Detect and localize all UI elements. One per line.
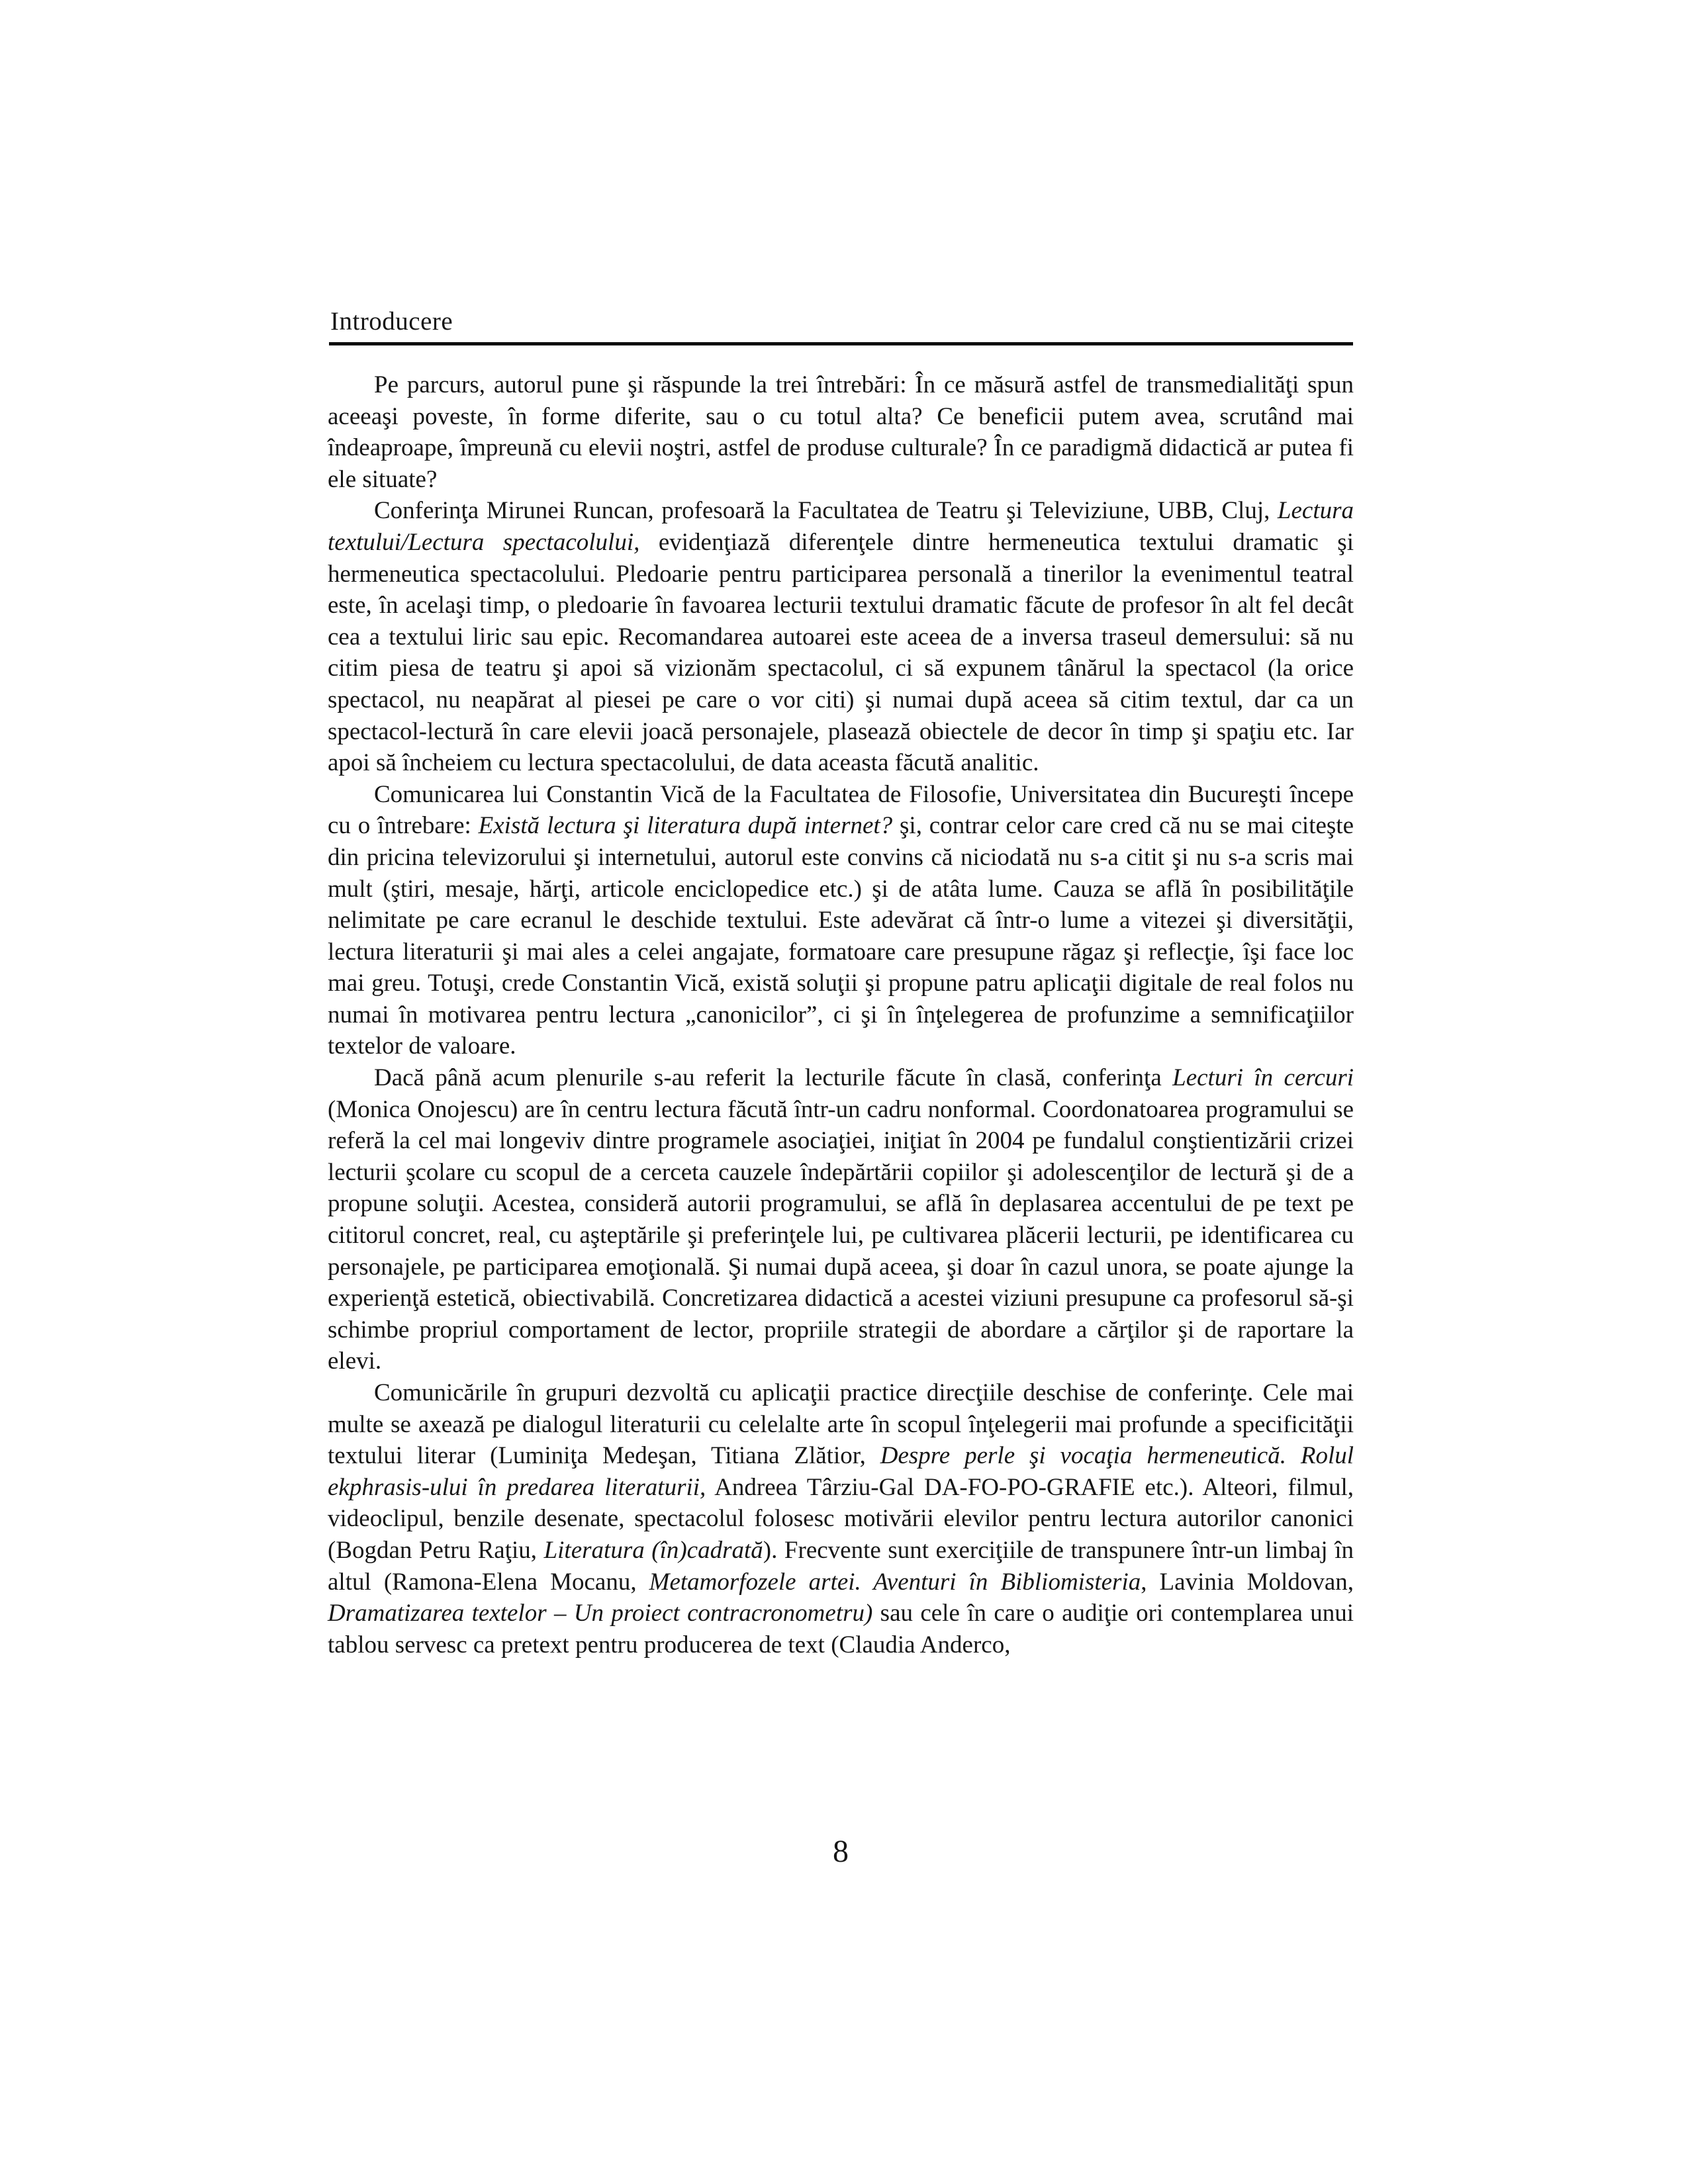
text-run: Dacă până acum plenurile s-au referit la lecturile făcute în clasă, conferinţa <box>374 1064 1173 1092</box>
paragraph <box>328 369 1354 495</box>
page-number: 8 <box>833 1834 849 1869</box>
running-header: Introducere <box>330 307 453 336</box>
italic-title-run: Despre perle şi vocaţia hermeneutică. Rolul ekphrasis-ului în predarea literaturii, <box>328 1442 1354 1501</box>
text-run: ). Frecvente sunt exerciţiile de transpunere într-un limbaj în altul (Ramona-Elena Mocanu, <box>328 1536 1354 1596</box>
body-text <box>328 369 1354 1661</box>
text-run: sau cele în care o audiţie ori contemplarea unui tablou servesc ca pretext pentru producerea de text (Claudia Anderco, <box>328 1600 1354 1659</box>
text-run: Pe parcurs, autorul pune şi răspunde la trei întrebări: În ce măsură astfel de transmedialităţi spun aceeaşi poveste, în forme diferite, sau o cu totul alta? Ce beneficii putem avea, scrutând mai îndeaproape, împreună cu elevii noştri, astfel de produse culturale? În ce paradigmă didactică ar putea fi ele situate? <box>328 371 1354 493</box>
text-run: Andreea Târziu-Gal DA-FO-PO-GRAFIE etc.). Alteori, filmul, videoclipul, benzile desenate, spectacolul folosesc motivării elevilor pentru lectura autorilor canonici (Bogdan Petru Raţiu, <box>328 1473 1354 1564</box>
text-run: (Monica Onojescu) are în centru lectura făcută într-un cadru nonformal. Coordonatoarea programului se referă la cel mai longeviv dintre programele asociaţiei, iniţiat în 2004 pe fundalul conştientizării crizei lecturii şcolare cu scopul de a cerceta cauzele îndepărtării copiilor şi adolescenţilor de lectură şi de a propune soluţii. Acestea, consideră autorii programului, se află în deplasarea accentului de pe text pe cititorul concret, real, cu aşteptările şi preferinţele lui, pe cultivarea plăcerii lecturii, pe identificarea cu personajele, pe participarea emoţională. Şi numai după aceea, şi doar în cazul unora, se poate ajunge la experienţă estetică, obiectivabilă. Concretizarea didactică a acestei viziuni presupune ca profesorul să-şi schimbe propriul comportament de lector, propriile strategii de abordare a cărţilor şi de raportare la elevi. <box>328 1095 1354 1375</box>
header-rule <box>329 342 1353 345</box>
text-run: Comunicările în grupuri dezvoltă cu aplicaţii practice direcţiile deschise de conferinţe. Cele mai multe se axează pe dialogul literaturii cu celelalte arte în scopul înţelegerii mai profunde a specificităţii textului literar (Luminiţa Medeşan, Titiana Zlătior, <box>328 1379 1354 1470</box>
text-run: Conferinţa Mirunei Runcan, profesoară la Facultatea de Teatru şi Televiziune, UBB, Cluj, <box>374 497 1278 525</box>
italic-title-run: Lectura textului/Lectura spectacolului, <box>328 497 1354 556</box>
italic-title-run: Literatura (în)cadrată <box>543 1536 763 1564</box>
text-run: evidenţiază diferenţele dintre hermeneutica textului dramatic şi hermeneutica spectacolului. Pledoarie pentru participarea personală a tinerilor la evenimentul teatral este, în acelaşi timp, o pledoarie în favoarea lecturii textului dramatic făcute de profesor în alt fel decât cea a textului liric sau epic. Recomandarea autoarei este aceea de a inversa traseul demersului: să nu citim piesa de teatru şi apoi să vizionăm spectacolul, ci să expunem tânărul la spectacol (la orice spectacol, nu neapărat al piesei pe care o vor citi) şi numai după aceea să citim textul, dar ca un spectacol-lectură în care elevii joacă personajele, plasează obiectele de decor în timp şi spaţiu etc. Iar apoi să încheiem cu lectura spectacolului, de data aceasta făcută analitic. <box>328 528 1354 777</box>
paragraph <box>328 1062 1354 1377</box>
text-run: , Lavinia Moldovan, <box>1141 1568 1354 1596</box>
italic-title-run: Lecturi în cercuri <box>1172 1064 1354 1092</box>
paragraph <box>328 495 1354 778</box>
paragraph <box>328 779 1354 1062</box>
text-run: şi, contrar celor care cred că nu se mai citeşte din pricina televizorului şi internetului, autorul este convins că niciodată nu s-a citit şi nu s-a scris mai mult (ştiri, mesaje, hărţi, articole enciclopedice etc.) şi de atâta lume. Cauza se află în posibilităţile nelimitate pe care ecranul le deschide textului. Este adevărat că într-o lume a vitezei şi diversităţii, lectura literaturii şi mai ales a celei angajate, formatoare care presupune răgaz şi reflecţie, îşi face loc mai greu. Totuşi, crede Constantin Vică, există soluţii şi propune patru aplicaţii digitale de real folos nu numai în motivarea pentru lectura „canonicilor”, ci şi în înţelegerea de profunzime a semnificaţiilor textelor de valoare. <box>328 812 1354 1060</box>
paragraph <box>328 1377 1354 1661</box>
text-run: Comunicarea lui Constantin Vică de la Facultatea de Filosofie, Universitatea din Bucureşti începe cu o întrebare: <box>328 780 1354 840</box>
italic-title-run: Dramatizarea textelor – Un proiect contracronometru) <box>328 1600 873 1627</box>
italic-title-run: Există lectura şi literatura după internet? <box>478 812 893 840</box>
italic-title-run: Metamorfozele artei. Aventuri în Bibliomisteria <box>649 1568 1141 1596</box>
